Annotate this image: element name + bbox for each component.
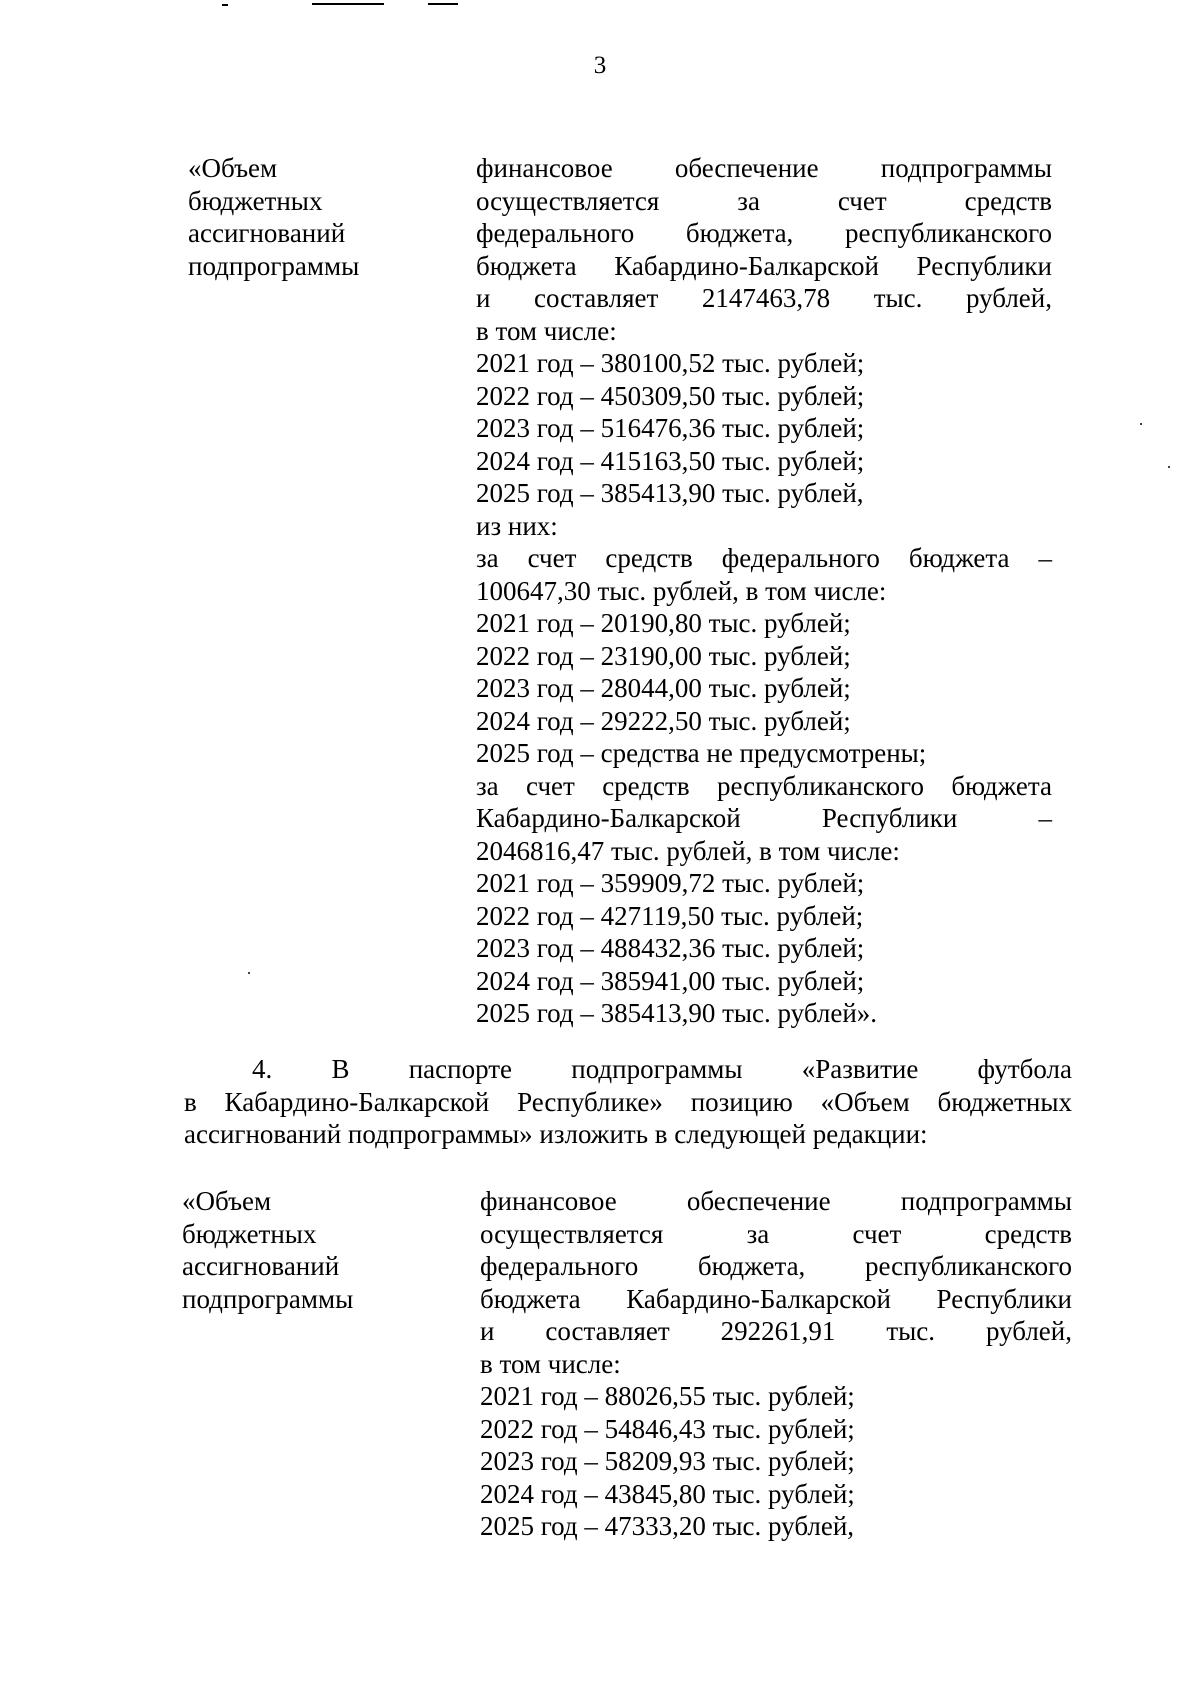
scan-artifact xyxy=(428,3,458,5)
year-line: 2021 год – 88026,55 тыс. рублей; xyxy=(480,1381,855,1411)
year-line: 2023 год – 516476,36 тыс. рублей; xyxy=(476,413,865,443)
scan-artifact xyxy=(222,4,228,6)
label-line: ассигнований xyxy=(188,218,346,248)
text-line: 2046816,47 тыс. рублей, в том числе: xyxy=(476,835,900,866)
scan-speck xyxy=(1168,466,1170,468)
block2-content xyxy=(480,1185,1072,1543)
label-line: бюджетных xyxy=(182,1218,317,1249)
year-line: 2022 год – 450309,50 тыс. рублей; xyxy=(476,380,865,411)
year-line: 2021 год – 20190,80 тыс. рублей; xyxy=(476,608,851,638)
year-line: 2022 год – 54846,43 тыс. рублей; xyxy=(480,1413,855,1444)
year-line: 2025 год – 385413,90 тыс. рублей». xyxy=(476,998,878,1028)
year-line: 2023 год – 28044,00 тыс. рублей; xyxy=(476,673,851,703)
paragraph-line: 4. В паспорте подпрограммы «Развитие футбола xyxy=(252,1054,1072,1084)
text-line: федерального бюджета, республиканского xyxy=(480,1251,1072,1281)
text-line: федерального бюджета, республиканского xyxy=(476,218,1052,248)
text-line: и составляет 2147463,78 тыс. рублей, xyxy=(476,283,1052,313)
text-line: из них: xyxy=(476,510,558,541)
text-line: бюджета Кабардино-Балкарской Республики xyxy=(480,1283,1072,1314)
label-line: подпрограммы xyxy=(182,1283,354,1314)
paragraph-line: ассигнований подпрограммы» изложить в следующей редакции: xyxy=(184,1119,928,1149)
text-line: 100647,30 тыс. рублей, в том числе: xyxy=(476,575,887,606)
block2-label xyxy=(182,1185,422,1315)
text-line: финансовое обеспечение подпрограммы xyxy=(476,153,1052,183)
label-line: «Объем xyxy=(182,1186,272,1216)
page-number: 3 xyxy=(593,52,607,79)
text-line: в том числе: xyxy=(480,1348,621,1379)
label-line: подпрограммы xyxy=(188,250,360,281)
year-line: 2023 год – 58209,93 тыс. рублей; xyxy=(480,1446,855,1476)
paragraph-4 xyxy=(184,1053,1072,1151)
text-line: осуществляется за счет средств xyxy=(480,1218,1072,1249)
text-line: за счет средств федерального бюджета – xyxy=(476,543,1052,573)
label-line: ассигнований xyxy=(182,1251,340,1281)
year-line: 2025 год – средства не предусмотрены; xyxy=(476,738,927,768)
year-line: 2023 год – 488432,36 тыс. рублей; xyxy=(476,933,865,963)
year-line: 2025 год – 385413,90 тыс. рублей, xyxy=(476,478,864,508)
year-line: 2021 год – 359909,72 тыс. рублей; xyxy=(476,868,865,898)
year-line: 2024 год – 29222,50 тыс. рублей; xyxy=(476,705,851,736)
label-line: «Объем xyxy=(188,153,278,183)
year-line: 2025 год – 47333,20 тыс. рублей, xyxy=(480,1511,855,1541)
text-line: финансовое обеспечение подпрограммы xyxy=(480,1186,1072,1216)
block1-content xyxy=(476,152,1052,1030)
label-line: бюджетных xyxy=(188,185,323,216)
text-line: бюджета Кабардино-Балкарской Республики xyxy=(476,250,1052,281)
text-line: в том числе: xyxy=(476,315,617,346)
scan-speck xyxy=(1140,423,1142,425)
year-line: 2021 год – 380100,52 тыс. рублей; xyxy=(476,348,865,378)
scan-speck xyxy=(248,972,250,974)
year-line: 2024 год – 43845,80 тыс. рублей; xyxy=(480,1478,855,1509)
paragraph-line: в Кабардино-Балкарской Республике» позицию «Объем бюджетных xyxy=(184,1086,1072,1117)
year-line: 2024 год – 385941,00 тыс. рублей; xyxy=(476,965,865,996)
year-line: 2022 год – 23190,00 тыс. рублей; xyxy=(476,640,851,671)
year-line: 2022 год – 427119,50 тыс. рублей; xyxy=(476,900,864,931)
text-line: за счет средств республиканского бюджета xyxy=(476,770,1052,801)
text-line: и составляет 292261,91 тыс. рублей, xyxy=(480,1316,1072,1346)
year-line: 2024 год – 415163,50 тыс. рублей; xyxy=(476,445,865,476)
text-line: осуществляется за счет средств xyxy=(476,185,1052,216)
text-line: Кабардино-Балкарской Республики – xyxy=(476,803,1052,833)
block1-label xyxy=(188,152,428,282)
scan-artifact xyxy=(312,3,384,5)
